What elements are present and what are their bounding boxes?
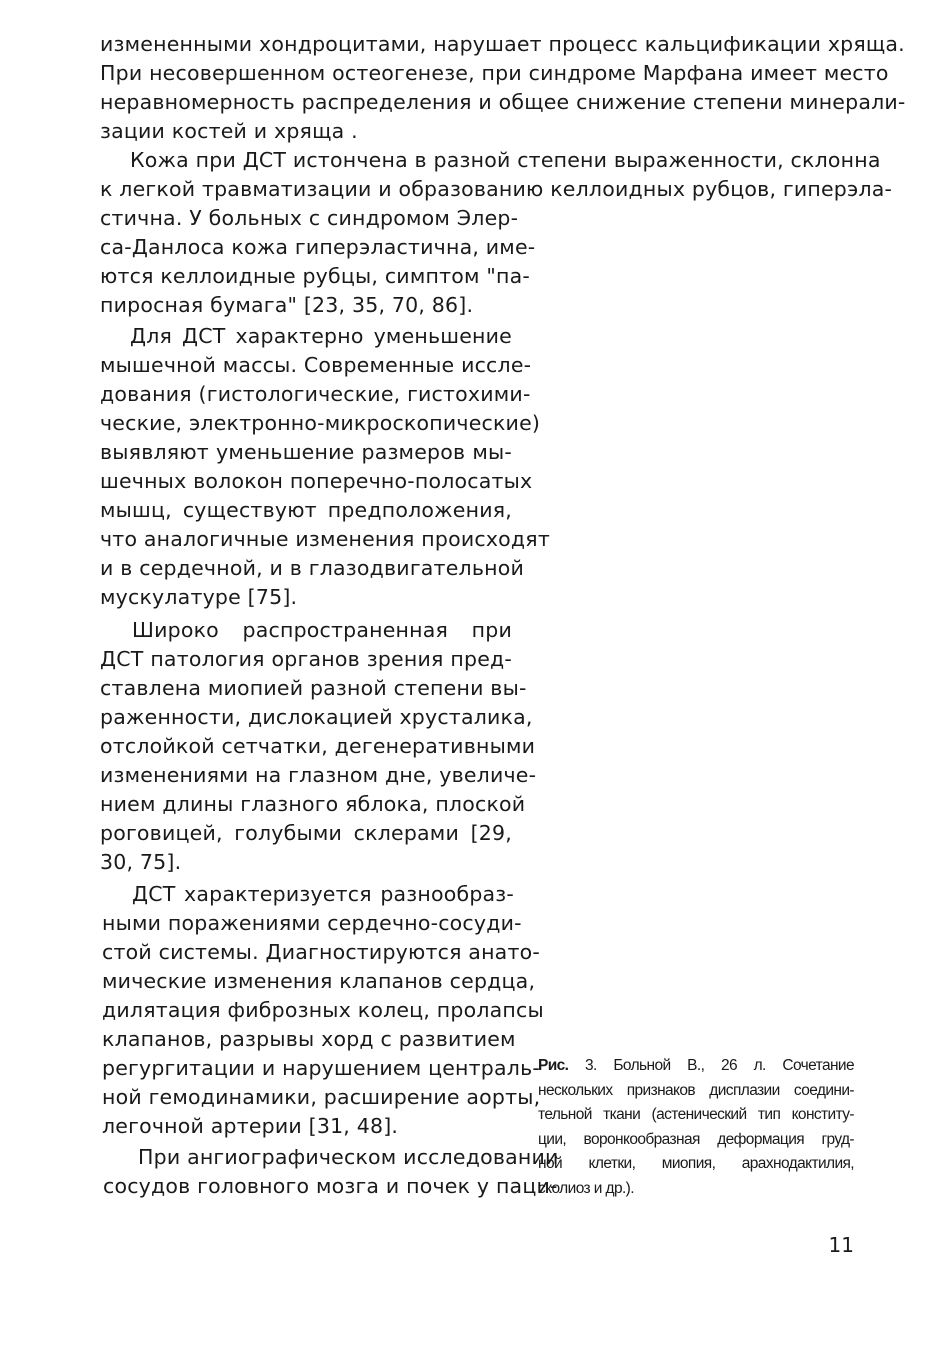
paragraph-4-line: роговицей, голубыми склерами [29, (100, 821, 512, 845)
paragraph-4-line: ставлена миопией разной степени вы- (100, 676, 527, 700)
paragraph-4-line: 30, 75]. (100, 850, 182, 874)
paragraph-4-line: ДСТ патология органов зрения пред- (100, 647, 512, 671)
paragraph-2-line: ются келлоидные рубцы, симптом "па- (100, 264, 530, 288)
paragraph-2-line: Кожа при ДСТ истончена в разной степени выраженности, склонна (130, 148, 881, 172)
paragraph-1-line: неравномерность распределения и общее снижение степени минерали- (100, 90, 906, 114)
paragraph-6-line: сосудов головного мозга и почек у паци- (103, 1174, 558, 1198)
paragraph-3-line: мускулатуре [75]. (100, 585, 298, 609)
paragraph-4-line: раженности, дислокацией хрусталика, (100, 705, 533, 729)
paragraph-2-line: стична. У больных с синдромом Элер- (100, 206, 519, 230)
caption-label: Рис. (538, 1057, 569, 1074)
caption-line: ной клетки, миопия, арахнодактилия, (538, 1155, 854, 1172)
caption-text: 3. Больной В., 26 л. Сочетание (568, 1057, 854, 1074)
paragraph-4-line: Широко распространенная при (132, 618, 512, 642)
paragraph-5-line: мические изменения клапанов сердца, (102, 969, 536, 993)
paragraph-2-line: к легкой травматизации и образованию келлоидных рубцов, гиперэла- (100, 177, 893, 201)
paragraph-6-line: При ангиографическом исследовании (138, 1145, 559, 1169)
paragraph-3-line: дования (гистологические, гистохими- (100, 382, 531, 406)
caption-line: сколиоз и др.). (538, 1179, 634, 1197)
paragraph-3-line: мышечной массы. Современные иссле- (100, 353, 532, 377)
paragraph-5-line: стой системы. Диагностируются анато- (102, 940, 540, 964)
paragraph-1-line: зации костей и хряща . (100, 119, 358, 143)
figure-caption (538, 1054, 854, 1201)
paragraph-5-line: ными поражениями сердечно-сосуди- (102, 911, 522, 935)
paragraph-5-line: регургитации и нарушением централь- (102, 1056, 540, 1080)
caption-line: нескольких признаков дисплазии соедини- (538, 1081, 854, 1099)
paragraph-3-line: Для ДСТ характерно уменьшение (130, 324, 512, 348)
paragraph-3-line: мышц, существуют предположения, (100, 498, 512, 522)
paragraph-1-line: измененными хондроцитами, нарушает процесс кальцификации хряща. (100, 32, 905, 56)
caption-line: ции, воронкообразная деформация груд- (538, 1130, 854, 1148)
paragraph-3-line: что аналогичные изменения происходят (100, 527, 550, 551)
paragraph-5-line: ной гемодинамики, расширение аорты, (102, 1085, 541, 1109)
page-number: 11 (828, 1233, 854, 1257)
paragraph-5-line: клапанов, разрывы хорд с развитием (102, 1027, 516, 1051)
paragraph-5-line: легочной артерии [31, 48]. (102, 1114, 399, 1138)
paragraph-2-line: пиросная бумага" [23, 35, 70, 86]. (100, 293, 474, 317)
paragraph-5-line: ДСТ характеризуется разнообраз- (132, 882, 514, 906)
caption-line: тельной ткани (астенический тип конститу- (538, 1106, 854, 1123)
paragraph-2-line: са-Данлоса кожа гиперэластична, име- (100, 235, 536, 259)
caption-line (538, 1054, 854, 1079)
paragraph-3-line: выявляют уменьшение размеров мы- (100, 440, 512, 464)
paragraph-1-line: При несовершенном остеогенезе, при синдроме Марфана имеет место (100, 61, 889, 85)
paragraph-4-line: нием длины глазного яблока, плоской (100, 792, 526, 816)
paragraph-4-line: изменениями на глазном дне, увеличе- (100, 763, 537, 787)
paragraph-3-line: и в сердечной, и в глазодвигательной (100, 556, 524, 580)
paragraph-5-line: дилятация фиброзных колец, пролапсы (102, 998, 544, 1022)
paragraph-3-line: шечных волокон поперечно-полосатых (100, 469, 533, 493)
paragraph-3-line: ческие, электронно-микроскопические) (100, 411, 541, 435)
paragraph-4-line: отслойкой сетчатки, дегенеративными (100, 734, 536, 758)
